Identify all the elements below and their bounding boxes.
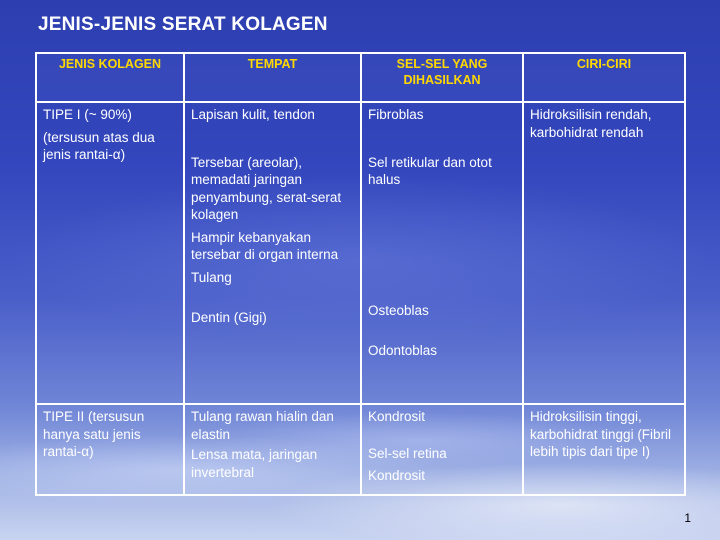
sel-tipe-2-c: Kondrosit <box>368 468 426 484</box>
sel-tipe-2-a: Kondrosit <box>368 409 426 424</box>
page-number: 1 <box>684 511 691 525</box>
table-row-tipe-1 <box>36 102 685 404</box>
tempat-tipe-1-b: Tersebar (areolar), memadati jaringan penyambung, serat-serat kolagen <box>191 154 342 223</box>
slide-title: JENIS-JENIS SERAT KOLAGEN <box>38 14 328 35</box>
sel-tipe-1-d: Odontoblas <box>368 343 438 359</box>
sel-tipe-2-b: Sel-sel retina <box>368 445 447 461</box>
tempat-tipe-2-b: Lensa mata, jaringan invertebral <box>191 447 318 480</box>
cell-ciri-tipe-1 <box>523 102 685 404</box>
sel-tipe-1-c: Osteoblas <box>368 302 429 318</box>
ciri-tipe-1: Hidroksilisin rendah, karbohidrat rendah <box>530 107 652 140</box>
table-row-tipe-2 <box>36 404 685 495</box>
cell-ciri-tipe-2 <box>523 404 685 495</box>
table-header-row <box>36 53 685 102</box>
jenis-tipe-2-label: TIPE II (tersusun hanya satu jenis rantai-α) <box>43 409 145 460</box>
header-sel-sel: SEL-SEL YANG DIHASILKAN <box>361 53 523 102</box>
header-jenis-kolagen: JENIS KOLAGEN <box>36 53 184 102</box>
cell-sel-tipe-2 <box>361 404 523 495</box>
collagen-table <box>35 52 686 496</box>
sel-tipe-1-a: Fibroblas <box>368 107 424 122</box>
cell-sel-tipe-1 <box>361 102 523 404</box>
ciri-tipe-2: Hidroksilisin tinggi, karbohidrat tinggi (Fibril lebih tipis dari tipe I) <box>530 409 672 460</box>
header-tempat: TEMPAT <box>184 53 361 102</box>
tempat-tipe-1-d: Tulang <box>191 269 232 285</box>
cell-tempat-tipe-1 <box>184 102 361 404</box>
header-ciri-ciri: CIRI-CIRI <box>523 53 685 102</box>
tempat-tipe-1-a: Lapisan kulit, tendon <box>191 107 315 122</box>
cell-jenis-tipe-1 <box>36 102 184 404</box>
jenis-tipe-1-desc: (tersusun atas dua jenis rantai-α) <box>43 129 155 163</box>
tempat-tipe-2-a: Tulang rawan hialin dan elastin <box>191 409 334 442</box>
sel-tipe-1-b: Sel retikular dan otot halus <box>368 154 492 188</box>
tempat-tipe-1-e: Dentin (Gigi) <box>191 310 267 326</box>
tempat-tipe-1-c: Hampir kebanyakan tersebar di organ interna <box>191 229 339 263</box>
cell-jenis-tipe-2 <box>36 404 184 495</box>
cell-tempat-tipe-2 <box>184 404 361 495</box>
jenis-tipe-1-label: TIPE I (~ 90%) <box>43 107 132 122</box>
